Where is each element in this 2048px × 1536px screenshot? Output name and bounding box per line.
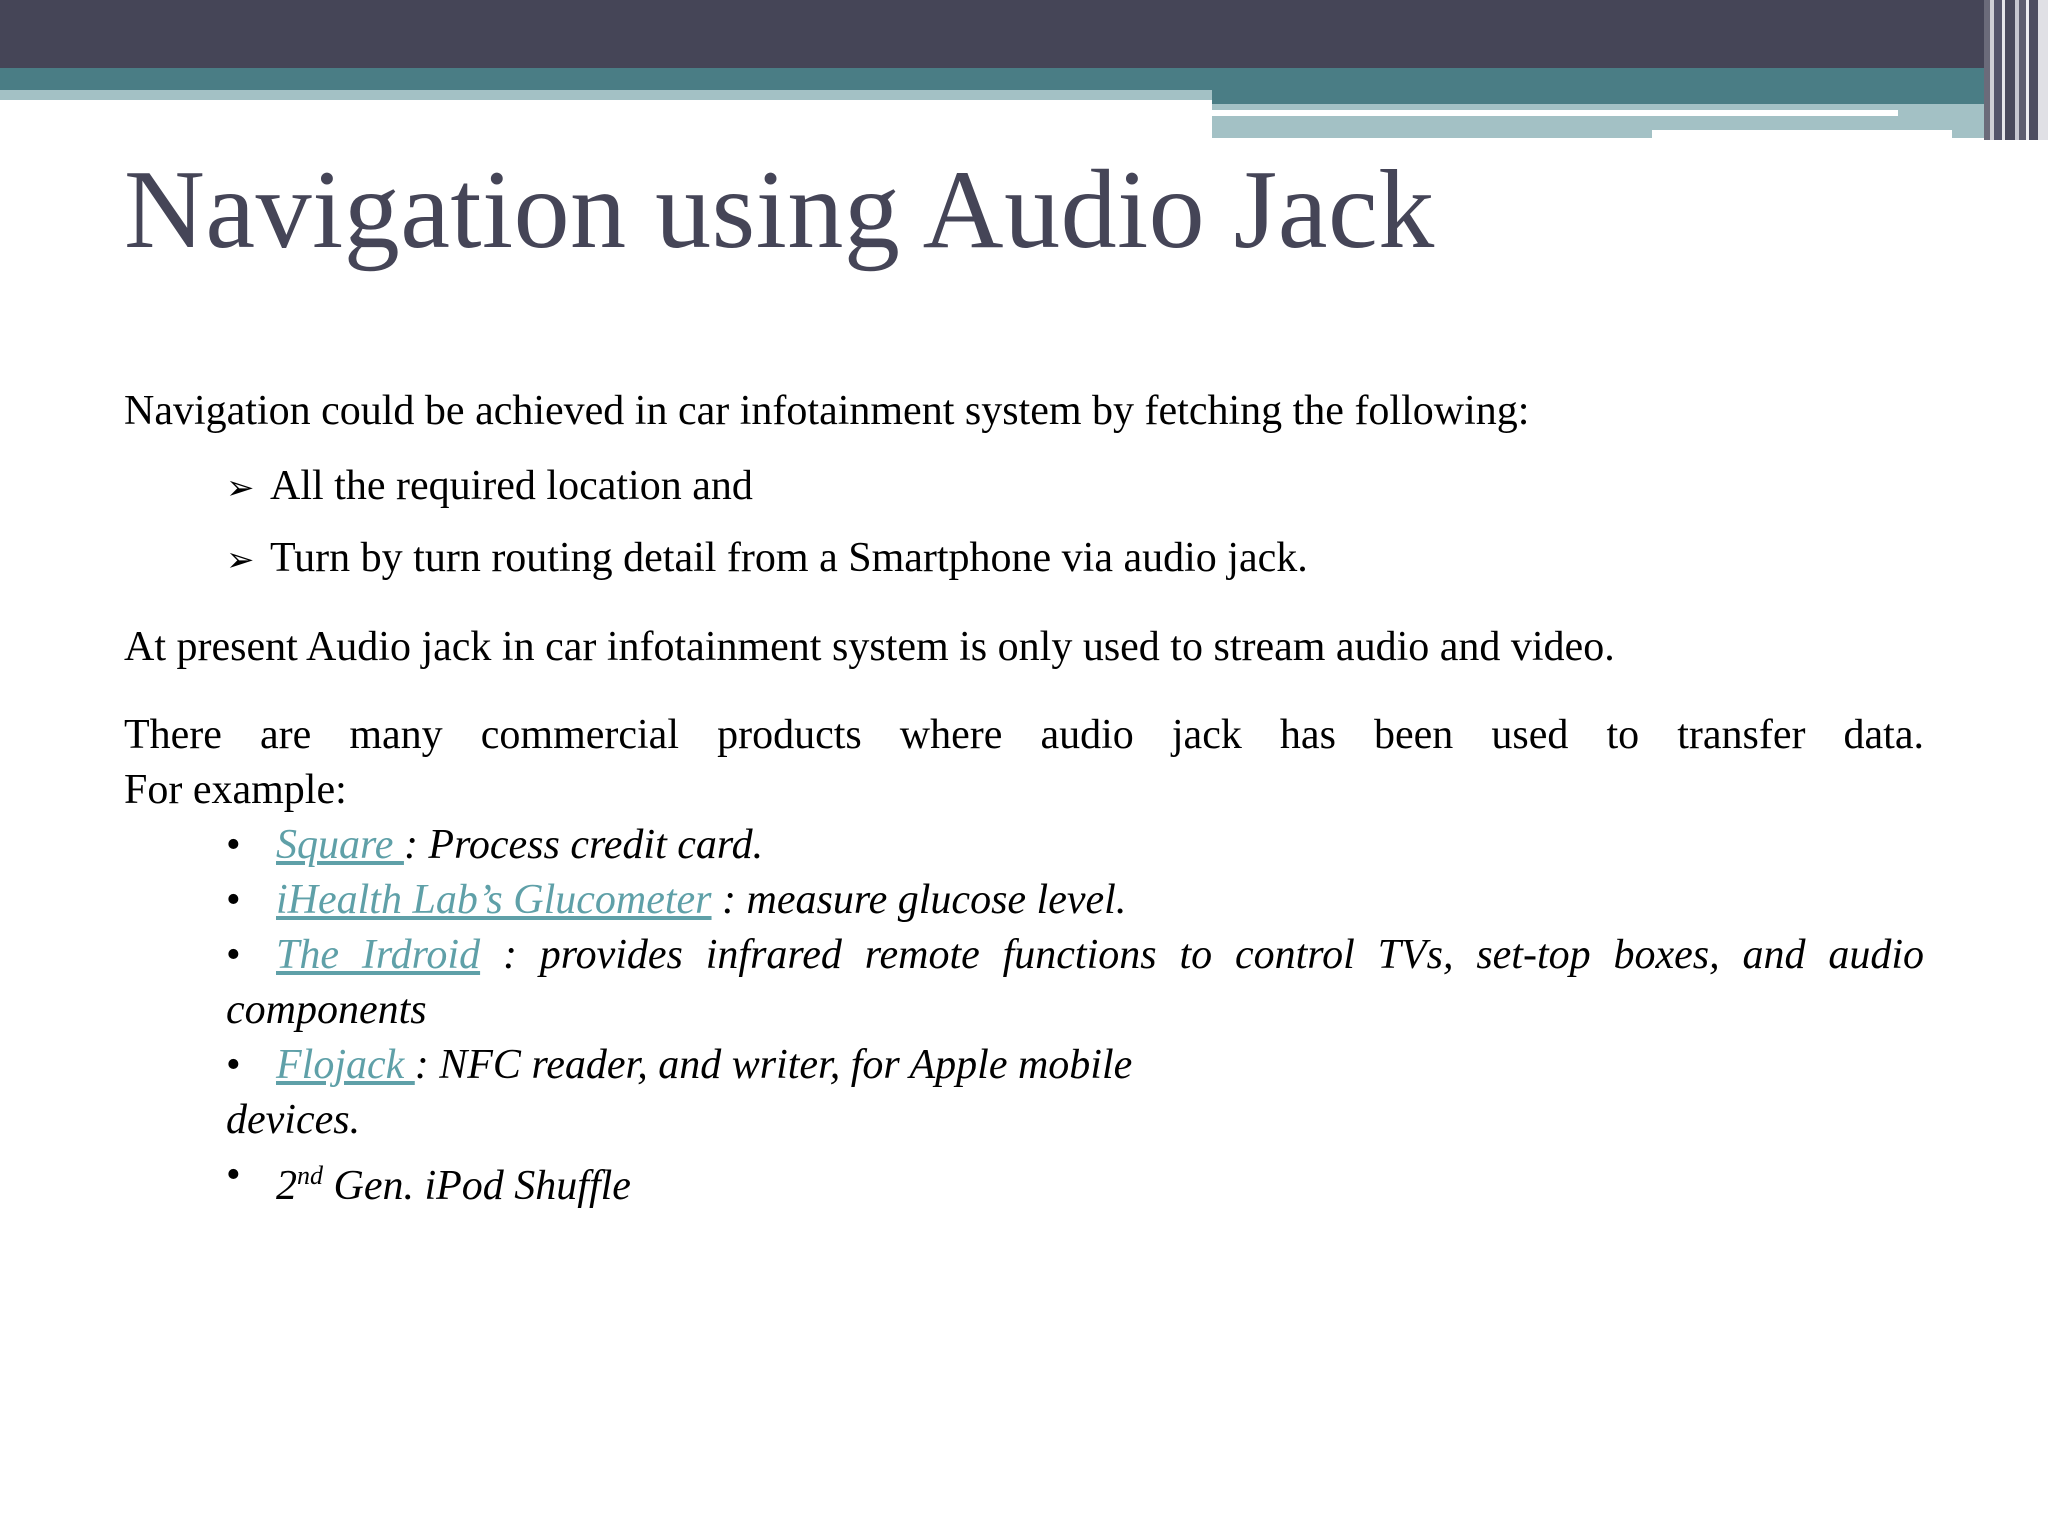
intro-text: Navigation could be achieved in car infotainment system by fetching the following: (124, 388, 1530, 434)
product-link[interactable]: Flojack (276, 1041, 415, 1088)
product-desc: : provides infrared remote functions to control TVs, set-top boxes, and audio (480, 931, 1924, 978)
header-band-teal (0, 68, 2048, 90)
product-desc: : NFC reader, and writer, for Apple mobile (414, 1041, 1133, 1088)
product-link[interactable]: Square (276, 821, 404, 868)
bullet-icon: • (226, 931, 241, 978)
header-band-light (0, 90, 1212, 100)
slide-body (124, 384, 1924, 1214)
product-link[interactable]: iHealth Lab’s Glucometer (276, 876, 712, 923)
bullet-icon: • (226, 1151, 241, 1198)
list-item (124, 928, 1924, 1038)
header-band-teal-right (1212, 90, 2048, 104)
header-band-line (1212, 110, 1898, 116)
arrow-bullet-icon: ➢ (226, 540, 255, 581)
bullet-icon: • (226, 1041, 241, 1088)
product-desc: Gen. iPod Shuffle (323, 1162, 631, 1209)
list-item (124, 1038, 1924, 1148)
list-item (124, 873, 1924, 928)
arrow-item-text: All the required location and (270, 462, 753, 509)
product-ordinal: 2 (276, 1162, 297, 1209)
bullet-icon: • (226, 876, 241, 923)
product-ordinal-suffix: nd (297, 1160, 323, 1190)
arrow-item (124, 531, 1924, 586)
product-desc: : measure glucose level. (711, 876, 1127, 923)
arrow-item-text: Turn by turn routing detail from a Smartphone via audio jack. (270, 535, 1308, 582)
arrow-bullet-icon: ➢ (226, 467, 255, 508)
product-list (124, 818, 1924, 1214)
slide-title: Navigation using Audio Jack (124, 148, 1435, 272)
bullet-icon: • (226, 821, 241, 868)
product-link[interactable]: The Irdroid (276, 931, 481, 978)
commercial-line-1: There are many commercial products where audio jack has been used to transfer data. (124, 712, 1924, 759)
list-item (124, 818, 1924, 873)
product-desc-continued: components (226, 986, 427, 1033)
header-stripes (1984, 0, 2048, 140)
product-desc: : Process credit card. (403, 821, 764, 868)
list-item (124, 1148, 1924, 1214)
header-band-fade (1652, 130, 1952, 138)
header-band-dark (0, 0, 2048, 68)
commercial-text (124, 708, 1924, 817)
present-text: At present Audio jack in car infotainment system is only used to stream audio and video. (124, 623, 1615, 670)
arrow-item (124, 459, 1924, 514)
commercial-line-2: For example: (124, 766, 347, 813)
product-desc-continued: devices. (226, 1096, 361, 1143)
